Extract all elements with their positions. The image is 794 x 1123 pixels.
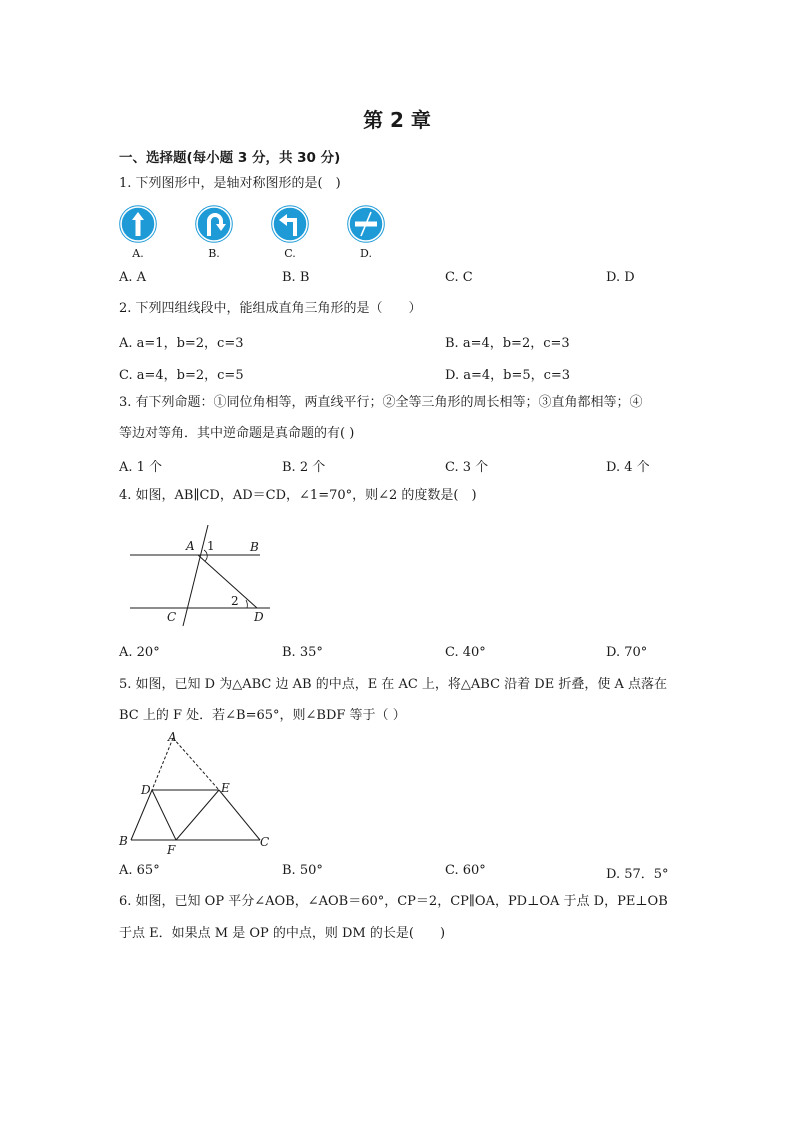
q1-option-c[interactable]: C. C (445, 270, 473, 285)
angle-2-arc (246, 600, 247, 608)
section-heading: 一、选择题(每小题 3 分，共 30 分) (119, 150, 341, 166)
q5-option-a[interactable]: A. 65° (119, 863, 160, 878)
q4-option-a[interactable]: A. 20° (119, 645, 160, 660)
q1-option-d[interactable]: D. D (606, 270, 635, 285)
question-5-line-1: 5. 如图，已知 D 为△ABC 边 AB 的中点，E 在 AC 上，将△ABC 沿着 DE 折叠，使 A 点落在 (119, 677, 667, 692)
point-d-label: D (141, 783, 151, 797)
q1-option-b[interactable]: B. B (282, 270, 310, 285)
question-2-stem: 2. 下列四组线段中，能组成直角三角形的是（ ） (119, 301, 422, 316)
q3-option-c[interactable]: C. 3 个 (445, 460, 489, 475)
chapter-title: 第 2 章 (363, 108, 431, 132)
question-3-line-1: 3. 有下列命题：①同位角相等，两直线平行；②全等三角形的周长相等；③直角都相等；④ (119, 395, 643, 410)
q5-option-b[interactable]: B. 50° (282, 863, 323, 878)
q3-option-b[interactable]: B. 2 个 (282, 460, 326, 475)
point-e-label: E (221, 781, 230, 795)
point-a-label: A (168, 730, 177, 744)
point-c-label: C (167, 610, 177, 624)
sign-label-c: C. (284, 247, 296, 260)
q3-option-a[interactable]: A. 1 个 (119, 460, 163, 475)
turn-left-icon (271, 205, 309, 243)
q5-option-c[interactable]: C. 60° (445, 863, 486, 878)
point-a-label: A (186, 539, 195, 553)
point-b-label: B (119, 834, 128, 848)
question-5-line-2: BC 上的 F 处．若∠B=65°，则∠BDF 等于（ ） (119, 708, 406, 723)
angle-2-label: 2 (231, 594, 239, 608)
segment-ae-dashed (173, 738, 219, 790)
question-4-stem: 4. 如图，AB∥CD，AD＝CD，∠1=70°，则∠2 的度数是( ) (119, 488, 477, 503)
q5-option-d[interactable]: D. 57．5° (606, 867, 669, 882)
q3-option-d[interactable]: D. 4 个 (606, 460, 650, 475)
sign-label-b: B. (208, 247, 220, 260)
no-through-icon (347, 205, 385, 243)
sign-label-a: A. (132, 247, 144, 260)
q2-option-d[interactable]: D. a=4，b=5，c=3 (445, 368, 571, 383)
point-b-label: B (250, 540, 259, 554)
point-c-label: C (260, 835, 270, 849)
segment-ad (198, 555, 257, 608)
u-turn-right-icon (195, 205, 233, 243)
question-6-line-2: 于点 E．如果点 M 是 OP 的中点，则 DM 的长是( ) (119, 926, 446, 941)
segment-ad-dashed (152, 738, 173, 790)
segment-ef (176, 790, 219, 840)
segment-ec (219, 790, 260, 840)
question-1-stem: 1. 下列图形中，是轴对称图形的是( ) (119, 176, 341, 191)
arrow-up-icon (119, 205, 157, 243)
sign-label-d: D. (360, 247, 372, 260)
question-4-figure (125, 520, 280, 630)
q1-option-a[interactable]: A. A (119, 270, 147, 285)
question-1-signs (119, 205, 409, 265)
point-f-label: F (167, 843, 176, 857)
q2-option-a[interactable]: A. a=1，b=2，c=3 (119, 336, 244, 351)
q4-option-b[interactable]: B. 35° (282, 645, 323, 660)
segment-df (152, 790, 176, 840)
q4-option-d[interactable]: D. 70° (606, 645, 648, 660)
point-d-label: D (254, 610, 264, 624)
question-6-line-1: 6. 如图，已知 OP 平分∠AOB，∠AOB＝60°，CP＝2，CP∥OA，PD⊥OA 于点 D，PE⊥OB (119, 894, 668, 909)
q2-option-c[interactable]: C. a=4，b=2，c=5 (119, 368, 244, 383)
question-3-line-2: 等边对等角．其中逆命题是真命题的有( ) (119, 426, 355, 441)
question-5-figure (112, 728, 282, 858)
q4-option-c[interactable]: C. 40° (445, 645, 486, 660)
q2-option-b[interactable]: B. a=4，b=2，c=3 (445, 336, 570, 351)
angle-1-label: 1 (207, 539, 215, 553)
segment-db (131, 790, 152, 840)
